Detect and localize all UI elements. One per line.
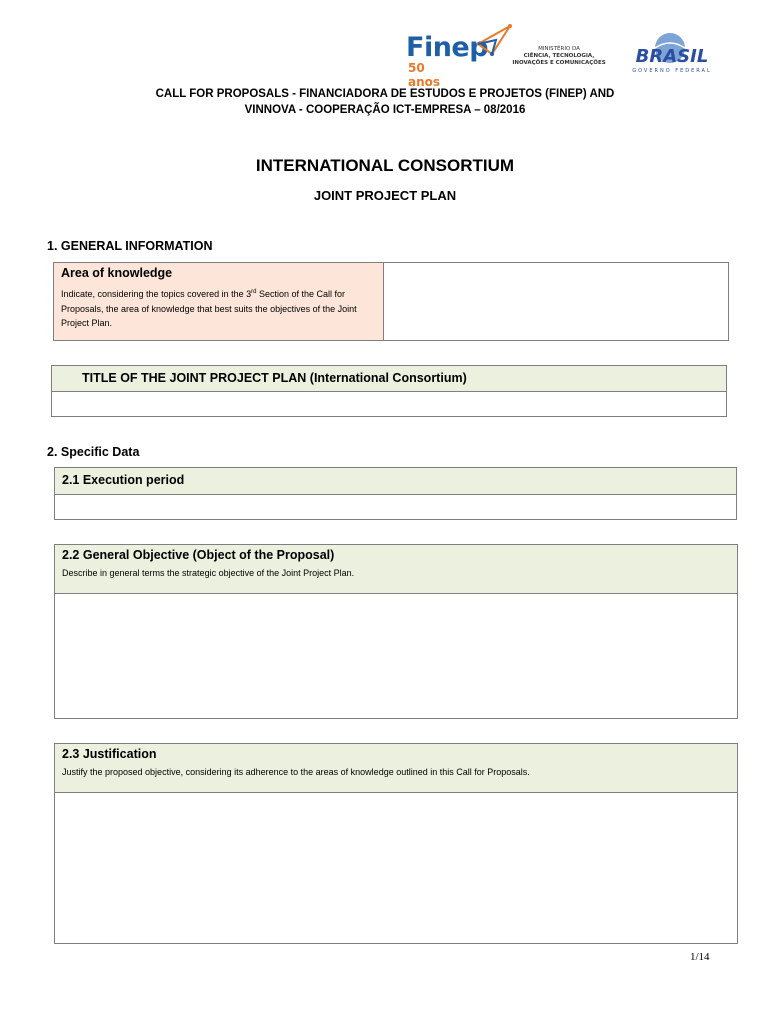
justification-input[interactable] [55,793,737,943]
page-number: 1/14 [690,951,710,963]
document-title: INTERNATIONAL CONSORTIUM [255,156,515,175]
project-title-table [51,365,727,417]
general-objective-header-cell [55,545,737,593]
justification-label: 2.3 Justification [62,747,157,761]
ministry-line: MINISTÉRIO DA [538,46,580,52]
ministry-logo [508,46,610,67]
general-objective-label: 2.2 General Objective (Object of the Proposal) [62,548,335,562]
project-title-label: TITLE OF THE JOINT PROJECT PLAN (International Consortium) [82,371,467,385]
section-1-heading: 1. GENERAL INFORMATION [47,239,213,253]
justification-table [54,743,738,944]
call-title-line2: VINNOVA - COOPERAÇÃO ICT-EMPRESA – 08/2016 [244,104,526,116]
justification-description: Justify the proposed objective, considering its adherence to the areas of knowledge outlined in this Call for Proposals. [62,767,530,777]
call-title-line1: CALL FOR PROPOSALS - FINANCIADORA DE ESTUDOS E PROJETOS (FINEP) AND [155,88,615,100]
execution-period-table [54,467,737,520]
execution-period-label: 2.1 Execution period [62,473,185,487]
header-logos [400,20,730,89]
execution-period-header-cell [55,468,736,494]
ministry-line: CIÊNCIA, TECNOLOGIA, [523,53,595,59]
project-title-input[interactable] [52,392,726,416]
area-of-knowledge-table [53,262,729,341]
brasil-logo-text: BRASIL [635,46,709,67]
section-2-heading: 2. Specific Data [47,445,140,459]
brasil-logo-subtext: GOVERNO FEDERAL [632,68,712,74]
area-desc-pre: Indicate, considering the topics covered in the 3 [61,289,252,299]
area-of-knowledge-label-cell [54,263,383,340]
area-of-knowledge-label: Area of knowledge [61,266,173,280]
project-title-header-cell [52,366,726,391]
area-of-knowledge-description [61,285,376,331]
general-objective-table [54,544,738,719]
call-title [60,86,710,118]
general-objective-input[interactable] [55,594,737,718]
brasil-government-logo [622,32,722,76]
justification-header-cell [55,744,737,792]
area-desc-post: Section of the Call for Proposals, the area of knowledge that best suits the objectives of the Joint Project Plan. [61,289,357,328]
area-of-knowledge-input[interactable] [384,263,728,340]
ministry-line: INOVAÇÕES E COMUNICAÇÕES [512,60,606,66]
area-desc-superscript: rd [251,289,257,295]
document-subtitle: JOINT PROJECT PLAN [313,188,457,203]
finep-paper-plane-icon [476,24,512,58]
general-objective-description: Describe in general terms the strategic objective of the Joint Project Plan. [62,568,355,578]
finep-logo-text: Finep [406,32,489,63]
finep-anniversary-text: 50 anos [408,61,441,89]
execution-period-input[interactable] [55,495,736,519]
